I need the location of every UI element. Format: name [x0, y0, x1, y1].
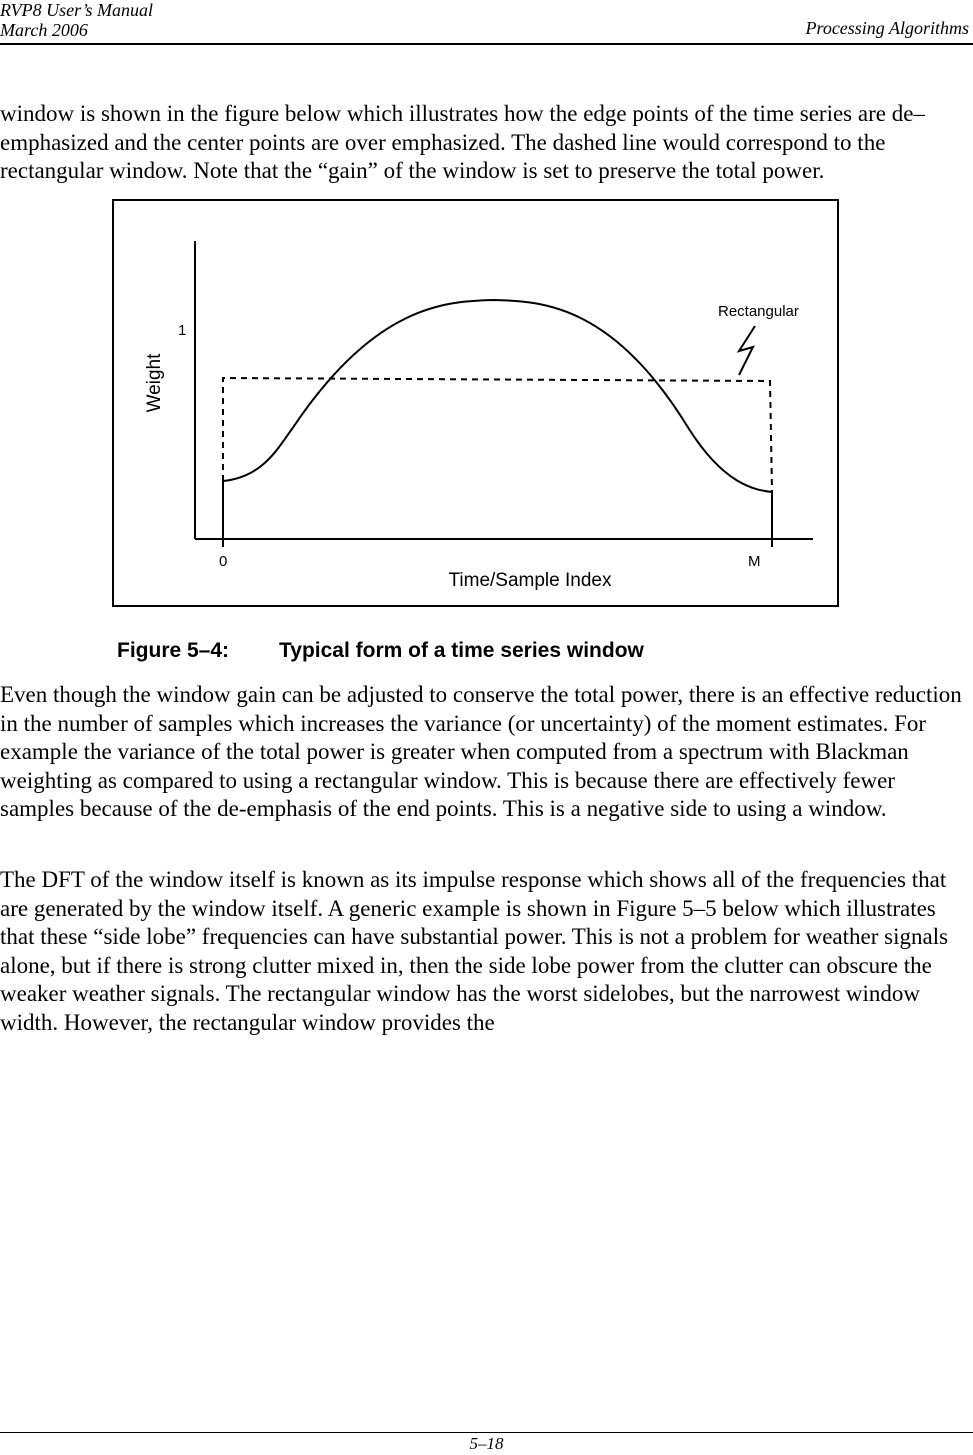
footer-rule	[0, 1432, 973, 1433]
annotation-rectangular: Rectangular	[718, 303, 799, 320]
x-tick-0: 0	[219, 553, 228, 570]
x-tick-m: M	[748, 553, 761, 570]
running-header-left	[0, 0, 153, 40]
y-axis-label: Weight	[144, 353, 165, 413]
header-rule	[0, 43, 973, 45]
manual-title: RVP8 User’s Manual	[0, 0, 153, 20]
figure-caption	[117, 638, 644, 664]
caption-number: Figure 5–4:	[117, 639, 230, 662]
manual-date: March 2006	[0, 20, 88, 40]
window-diagram	[114, 201, 841, 609]
rectangular-window-line	[223, 378, 772, 491]
page-number: 5–18	[469, 1434, 504, 1453]
caption-text: Typical form of a time series window	[279, 639, 644, 662]
body-paragraph-3: The DFT of the window itself is known as its impulse response which shows all of the frequencies that are generated by the window itself. A generic example is shown in Figure 5–5 below which illustrates that these “side lobe” frequencies can have substantial power. This is not a problem for weather signals alone, but if there is strong clutter mixed in, then the side lobe power from the clutter can obscure the weaker weather signals. The rectangular window has the worst sidelobes, but the narrowest window width. However, the rectangular window provides the	[0, 867, 949, 1035]
tapered-window-curve	[223, 300, 772, 492]
body-paragraph-2: Even though the window gain can be adjusted to conserve the total power, there is an effective reduction in the number of samples which increases the variance (or uncertainty) of the moment estimates. For example the variance of the total power is greater when computed from a spectrum with Blackman weighting as compared to using a rectangular window. This is because there are effectively fewer samples because of the de-emphasis of the end points. This is a negative side to using a window.	[0, 682, 962, 821]
figure-window-plot	[112, 199, 839, 607]
rectangular-pointer	[739, 326, 755, 375]
x-axis-label: Time/Sample Index	[448, 570, 612, 591]
section-title: Processing Algorithms	[805, 18, 969, 38]
y-tick-1: 1	[178, 322, 187, 339]
body-paragraph-1: window is shown in the figure below which illustrates how the edge points of the time series are de–emphasized and the center points are over emphasized. The dashed line would correspond to the rectangular window. Note that the “gain” of the window is set to preserve the total power.	[0, 101, 925, 183]
